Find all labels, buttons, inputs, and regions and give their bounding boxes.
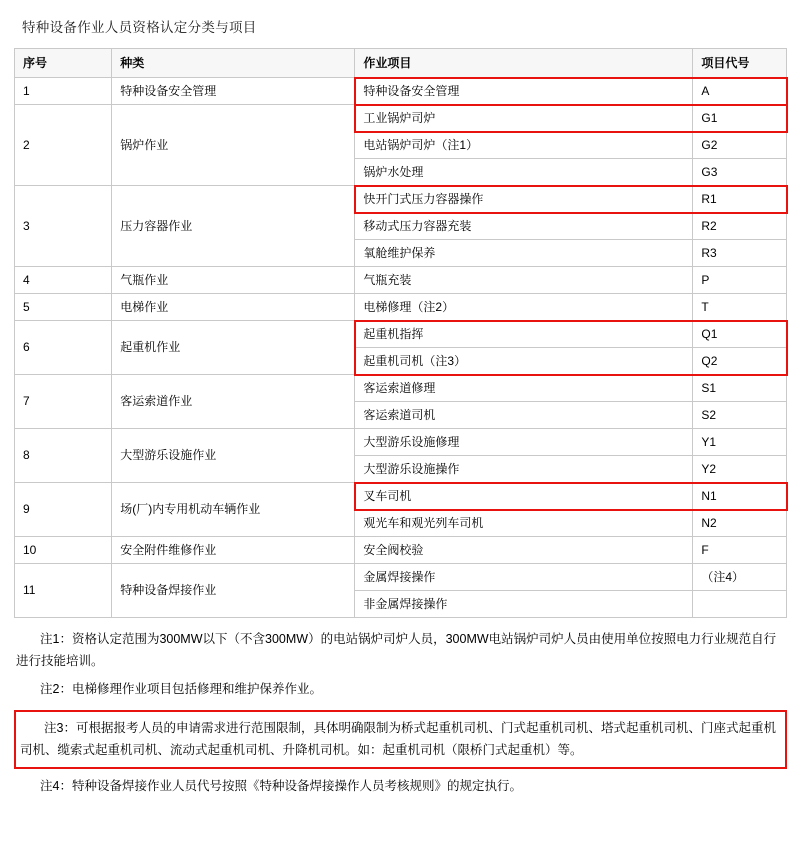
cell-code-value: G3 bbox=[701, 164, 718, 179]
cell-item-value: 客运索道司机 bbox=[363, 407, 436, 422]
cell-code bbox=[693, 402, 787, 429]
cell-kind-value: 气瓶作业 bbox=[120, 272, 169, 287]
cell-no-value: 7 bbox=[23, 394, 30, 409]
cell-kind bbox=[112, 483, 355, 537]
cell-code-value: R2 bbox=[701, 218, 717, 233]
cell-kind bbox=[112, 321, 355, 375]
table-header-row bbox=[15, 49, 787, 78]
note-1 bbox=[14, 628, 787, 674]
cell-code-value: S1 bbox=[701, 380, 717, 395]
cell-code bbox=[693, 78, 787, 105]
cell-code-value: P bbox=[701, 272, 710, 287]
cell-code-value: N1 bbox=[701, 488, 717, 503]
cell-kind-value: 起重机作业 bbox=[120, 340, 181, 355]
column-header-code bbox=[693, 49, 787, 78]
cell-item bbox=[355, 564, 693, 591]
table-row bbox=[15, 429, 787, 456]
cell-code-value: G1 bbox=[701, 110, 718, 125]
cell-no-value: 5 bbox=[23, 299, 30, 314]
qualification-table bbox=[14, 48, 787, 618]
cell-code bbox=[693, 321, 787, 348]
cell-item-value: 安全阀校验 bbox=[363, 542, 424, 557]
cell-no-value: 4 bbox=[23, 272, 30, 287]
cell-code bbox=[693, 456, 787, 483]
cell-item bbox=[355, 375, 693, 402]
cell-kind bbox=[112, 186, 355, 267]
cell-no bbox=[15, 537, 112, 564]
page-title: 特种设备作业人员资格认定分类与项目 bbox=[22, 20, 257, 35]
cell-code bbox=[693, 159, 787, 186]
cell-item-value: 叉车司机 bbox=[363, 488, 412, 503]
cell-code-value: Y1 bbox=[701, 434, 717, 449]
cell-item-value: 移动式压力容器充装 bbox=[363, 218, 472, 233]
cell-code bbox=[693, 186, 787, 213]
cell-item-value: 客运索道修理 bbox=[363, 380, 436, 395]
cell-code bbox=[693, 105, 787, 132]
cell-item-value: 观光车和观光列车司机 bbox=[363, 515, 484, 530]
cell-item bbox=[355, 321, 693, 348]
cell-item bbox=[355, 537, 693, 564]
cell-item bbox=[355, 510, 693, 537]
table-body bbox=[15, 78, 787, 618]
cell-item-value: 锅炉水处理 bbox=[363, 164, 424, 179]
cell-item bbox=[355, 159, 693, 186]
cell-code bbox=[693, 267, 787, 294]
cell-code bbox=[693, 483, 787, 510]
table-row bbox=[15, 375, 787, 402]
cell-item-value: 大型游乐设施操作 bbox=[363, 461, 460, 476]
cell-item bbox=[355, 402, 693, 429]
cell-item bbox=[355, 348, 693, 375]
cell-item-value: 气瓶充装 bbox=[363, 272, 412, 287]
cell-no bbox=[15, 483, 112, 537]
cell-code-value: R3 bbox=[701, 245, 717, 260]
note-4 bbox=[14, 775, 787, 799]
cell-no bbox=[15, 186, 112, 267]
cell-code-value: （注4） bbox=[701, 569, 745, 584]
cell-kind-value: 电梯作业 bbox=[120, 299, 169, 314]
column-header-code-label: 项目代号 bbox=[701, 55, 750, 70]
cell-no bbox=[15, 321, 112, 375]
table-row bbox=[15, 78, 787, 105]
cell-code-value: G2 bbox=[701, 137, 718, 152]
column-header-kind-label: 种类 bbox=[120, 55, 145, 70]
cell-item-value: 电梯修理（注2） bbox=[363, 299, 455, 314]
cell-code bbox=[693, 591, 787, 618]
cell-item bbox=[355, 294, 693, 321]
cell-no-value: 1 bbox=[23, 83, 30, 98]
cell-item bbox=[355, 105, 693, 132]
cell-no bbox=[15, 375, 112, 429]
cell-code bbox=[693, 294, 787, 321]
cell-item-value: 起重机指挥 bbox=[363, 326, 424, 341]
table-row bbox=[15, 564, 787, 591]
cell-no-value: 10 bbox=[23, 542, 37, 557]
cell-no-value: 2 bbox=[23, 137, 30, 152]
cell-code bbox=[693, 510, 787, 537]
cell-item-value: 非金属焊接操作 bbox=[363, 596, 448, 611]
cell-no bbox=[15, 429, 112, 483]
cell-item bbox=[355, 240, 693, 267]
table-header bbox=[15, 49, 787, 78]
cell-item bbox=[355, 483, 693, 510]
cell-item-value: 电站锅炉司炉（注1） bbox=[363, 137, 479, 152]
cell-no-value: 8 bbox=[23, 448, 30, 463]
cell-item-value: 快开门式压力容器操作 bbox=[363, 191, 484, 206]
cell-item-value: 工业锅炉司炉 bbox=[363, 110, 436, 125]
cell-code-value: N2 bbox=[701, 515, 717, 530]
cell-code bbox=[693, 132, 787, 159]
cell-kind bbox=[112, 78, 355, 105]
cell-no bbox=[15, 294, 112, 321]
cell-code-value: R1 bbox=[701, 191, 717, 206]
notes-section bbox=[14, 628, 787, 799]
cell-code-value: A bbox=[701, 83, 710, 98]
column-header-no bbox=[15, 49, 112, 78]
cell-item bbox=[355, 132, 693, 159]
cell-kind bbox=[112, 267, 355, 294]
cell-kind-value: 大型游乐设施作业 bbox=[120, 448, 217, 463]
cell-code-value: Y2 bbox=[701, 461, 717, 476]
cell-code bbox=[693, 348, 787, 375]
cell-code-value: F bbox=[701, 542, 709, 557]
table-row bbox=[15, 267, 787, 294]
cell-item bbox=[355, 78, 693, 105]
cell-code-value: S2 bbox=[701, 407, 717, 422]
cell-item bbox=[355, 591, 693, 618]
note-1-text: 注1：资格认定范围为300MW以下（不含300MW）的电站锅炉司炉人员，300MW电站锅炉司炉人员由使用单位按照电力行业规范自行进行技能培训。 bbox=[16, 632, 777, 668]
cell-kind-value: 安全附件维修作业 bbox=[120, 542, 217, 557]
column-header-item-label: 作业项目 bbox=[363, 55, 412, 70]
cell-kind bbox=[112, 537, 355, 564]
table-row bbox=[15, 186, 787, 213]
cell-no-value: 3 bbox=[23, 218, 30, 233]
cell-item bbox=[355, 186, 693, 213]
note-2-text: 注2：电梯修理作业项目包括修理和维护保养作业。 bbox=[40, 681, 322, 696]
cell-item-value: 金属焊接操作 bbox=[363, 569, 436, 584]
cell-code-value: Q1 bbox=[701, 326, 718, 341]
cell-kind bbox=[112, 105, 355, 186]
cell-item bbox=[355, 456, 693, 483]
column-header-item bbox=[355, 49, 693, 78]
column-header-no-label: 序号 bbox=[23, 55, 48, 70]
table-row bbox=[15, 321, 787, 348]
cell-item-value: 起重机司机（注3） bbox=[363, 353, 467, 368]
cell-kind bbox=[112, 429, 355, 483]
cell-item-value: 氧舱维护保养 bbox=[363, 245, 436, 260]
cell-item bbox=[355, 429, 693, 456]
cell-no bbox=[15, 78, 112, 105]
note-3-text: 注3：可根据报考人员的申请需求进行范围限制，具体明确限制为桥式起重机司机、门式起重机司机、塔式起重机司机、门座式起重机司机、缆索式起重机司机、流动式起重机司机、升降机司机。如：起重机司机（限桥门式起重机）等。 bbox=[20, 720, 776, 757]
cell-kind-value: 压力容器作业 bbox=[120, 218, 193, 233]
cell-item bbox=[355, 267, 693, 294]
cell-item-value: 特种设备安全管理 bbox=[363, 83, 460, 98]
cell-code bbox=[693, 537, 787, 564]
cell-kind-value: 锅炉作业 bbox=[120, 137, 169, 152]
cell-code bbox=[693, 429, 787, 456]
cell-no bbox=[15, 267, 112, 294]
cell-code-value: T bbox=[701, 299, 709, 314]
table-row bbox=[15, 483, 787, 510]
cell-kind-value: 客运索道作业 bbox=[120, 394, 193, 409]
cell-no bbox=[15, 105, 112, 186]
cell-kind-value: 特种设备安全管理 bbox=[120, 83, 217, 98]
table-row bbox=[15, 105, 787, 132]
cell-code bbox=[693, 213, 787, 240]
cell-code-value: Q2 bbox=[701, 353, 718, 368]
column-header-kind bbox=[112, 49, 355, 78]
cell-no-value: 9 bbox=[23, 502, 30, 517]
cell-kind-value: 特种设备焊接作业 bbox=[120, 583, 217, 598]
table-row bbox=[15, 537, 787, 564]
cell-code bbox=[693, 375, 787, 402]
cell-code bbox=[693, 564, 787, 591]
cell-kind-value: 场(厂)内专用机动车辆作业 bbox=[120, 502, 261, 517]
cell-no-value: 6 bbox=[23, 340, 30, 355]
note-4-text: 注4：特种设备焊接作业人员代号按照《特种设备焊接操作人员考核规则》的规定执行。 bbox=[40, 779, 522, 794]
cell-kind bbox=[112, 564, 355, 618]
cell-item bbox=[355, 213, 693, 240]
note-2 bbox=[14, 678, 787, 702]
cell-code bbox=[693, 240, 787, 267]
cell-no bbox=[15, 564, 112, 618]
cell-kind bbox=[112, 375, 355, 429]
note-3 bbox=[14, 710, 787, 770]
cell-no-value: 11 bbox=[23, 583, 36, 598]
cell-kind bbox=[112, 294, 355, 321]
table-row bbox=[15, 294, 787, 321]
cell-item-value: 大型游乐设施修理 bbox=[363, 434, 460, 449]
